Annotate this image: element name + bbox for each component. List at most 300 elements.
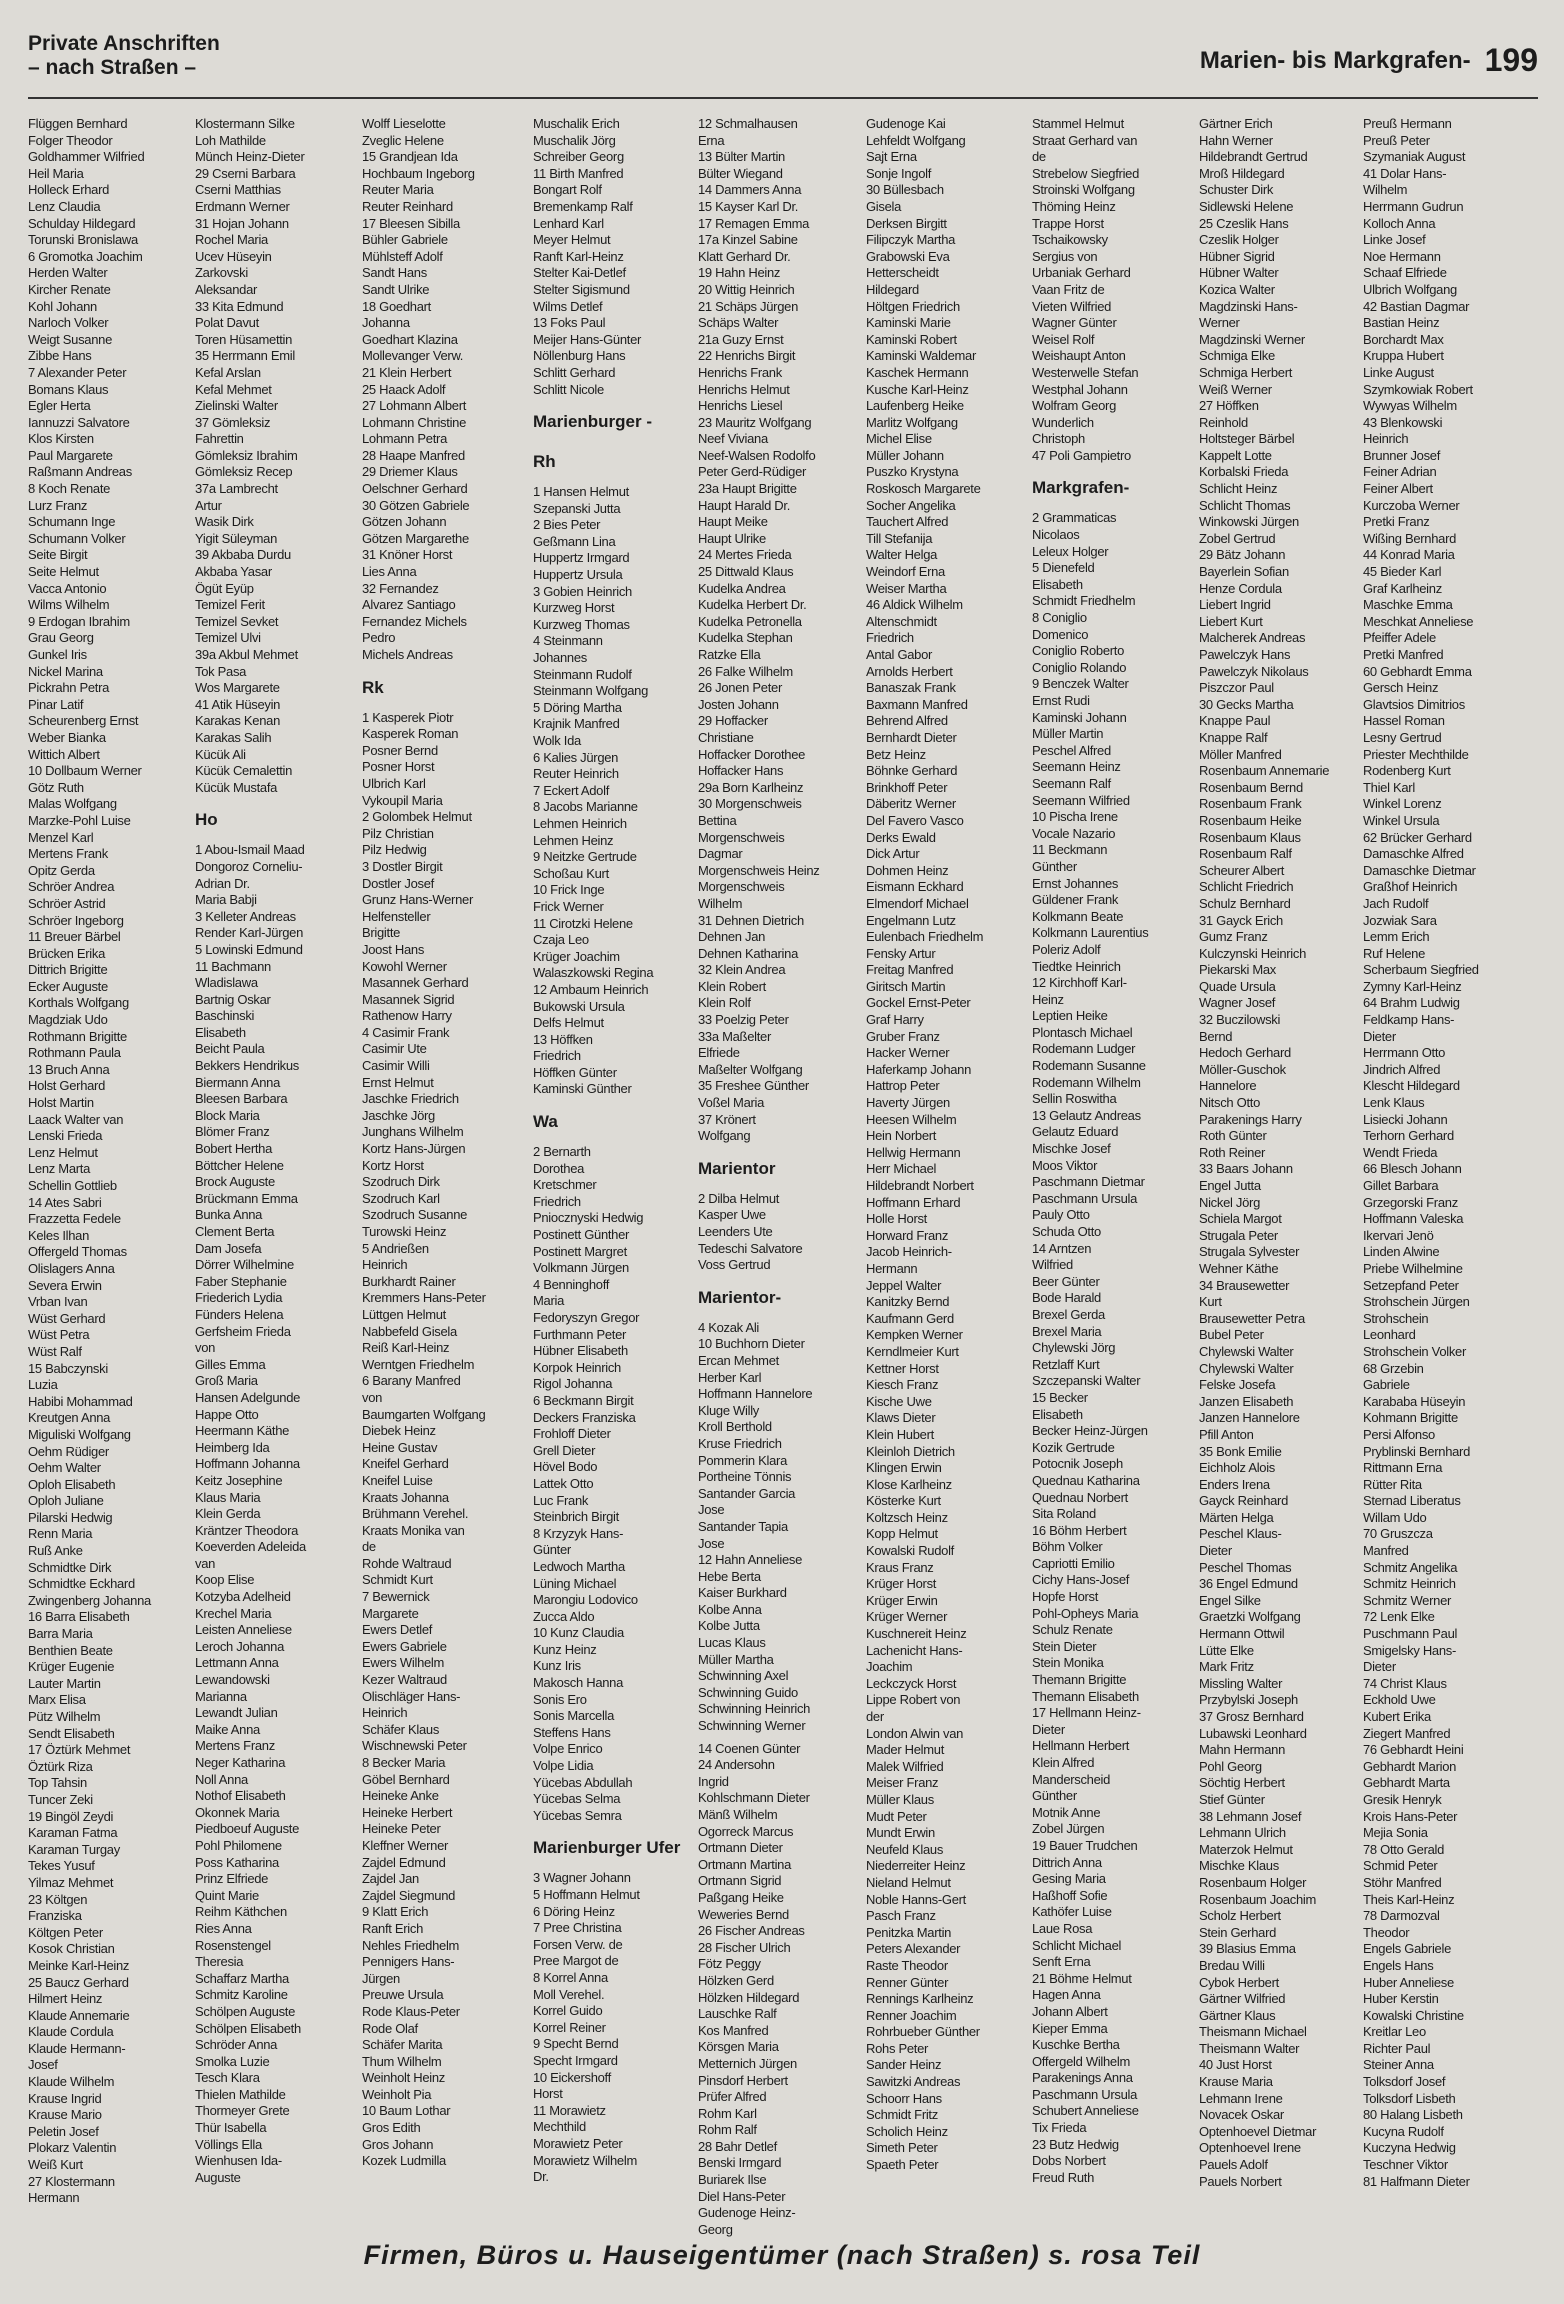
resident-entry: Linke Josef [1363,232,1426,248]
resident-entry: Betz Heinz [866,746,926,762]
resident-entry: Höltgen Friedrich [866,298,960,314]
resident-entry: 32 Fernandez [362,580,439,596]
resident-entry: 6 Beckmann Birgit [533,1392,634,1408]
resident-entry: Voss Gertrud [698,1257,771,1273]
resident-entry: Haverty Jürgen [866,1095,950,1111]
resident-entry: Ruß Anke [28,1543,83,1559]
resident-entry: Herber Karl [698,1369,762,1385]
resident-entry: Puszko Krystyna [866,464,959,480]
resident-entry: Kohl Johann [28,298,97,314]
resident-entry: Thum Wilhelm [362,2053,442,2069]
directory-column [1363,116,1521,2216]
resident-entry: Klescht Hildegard [1363,1078,1460,1094]
resident-entry: Graetzki Wolfgang [1199,1609,1301,1625]
resident-entry: Novacek Oskar [1199,2107,1284,2123]
resident-entry: Opitz Gerda [28,862,95,878]
resident-entry: Heineke Peter [362,1821,441,1837]
resident-entry: Bode Harald [1032,1290,1101,1306]
resident-entry: Ranft Erich [362,1920,424,1936]
resident-entry: Schmid Peter [1363,1858,1438,1874]
resident-entry: Marongiu Lodovico [533,1592,638,1608]
resident-entry: Malek Wilfried [866,1758,944,1774]
resident-entry: Wüst Gerhard [28,1310,106,1326]
resident-entry: Liebert Kurt [1199,613,1263,629]
resident-entry: Yücebas Semra [533,1807,622,1823]
resident-entry: Altenschmidt [866,613,937,629]
resident-entry: Karababa Hüseyin [1363,1393,1466,1409]
directory-column [533,116,691,2216]
resident-entry: Bettina [698,812,737,828]
resident-entry: Parakenings Harry [1199,1111,1302,1127]
resident-entry: Klein Hubert [866,1426,934,1442]
resident-entry: Jozwiak Sara [1363,912,1437,928]
resident-entry: 9 Klatt Erich [362,1904,429,1920]
spacer [533,398,691,404]
resident-entry: Christiane [698,729,754,745]
resident-entry: Strebelow Siegfried [1032,165,1140,181]
resident-entry: Maria [533,1293,565,1309]
resident-entry: 35 Bonk Emilie [1199,1443,1282,1459]
resident-entry: Pedro [362,630,396,646]
resident-entry: 33a Maßelter [698,1028,771,1044]
resident-entry: Neger Katharina [195,1755,286,1770]
resident-entry: Santander Tapia [698,1518,788,1534]
street-heading: Marientor [698,1158,776,1178]
resident-entry: Luc Frank [533,1492,589,1508]
resident-entry: Mudt Peter [866,1808,927,1824]
resident-entry: Linke August [1363,364,1434,380]
resident-entry: Scholich Heinz [866,2123,948,2139]
resident-entry: Rosenbaum Frank [1199,796,1302,812]
resident-entry: Strugala Sylvester [1199,1244,1300,1260]
resident-entry: Morawietz Wilhelm [533,2152,637,2168]
resident-entry: Körsgen Maria [698,2039,779,2055]
resident-entry: Leisten Anneliese [195,1622,292,1638]
resident-entry: Szodruch Susanne [362,1207,468,1223]
resident-entry: Öztürk Riza [28,1758,93,1774]
resident-entry: Sternad Liberatus [1363,1493,1461,1509]
resident-entry: Frohloff Dieter [533,1426,611,1442]
resident-entry: 25 Dittwald Klaus [698,564,794,580]
resident-entry: Helfensteller [362,908,431,924]
resident-entry: 23 Költgen [28,1891,88,1907]
resident-entry: 33 Poelzig Peter [698,1012,789,1028]
resident-entry: Faber Stephanie [195,1273,287,1289]
resident-entry: Schwinning Heinrich [698,1701,811,1717]
resident-entry: Kluge Willy [698,1402,759,1418]
resident-entry: Friedrich [866,630,914,646]
resident-entry: Rohm Karl [698,2105,757,2121]
resident-entry: Kiesch Franz [866,1377,939,1393]
resident-entry: Baumgarten Wolfgang [362,1406,486,1422]
resident-entry: Rohrbueber Günther [866,2024,980,2040]
resident-entry: Pohl Philomene [195,1837,282,1853]
resident-entry: Magdzinski Hans- [1199,298,1298,314]
resident-entry: Hetterscheidt [866,265,939,281]
resident-entry: Kneifel Luise [362,1472,433,1488]
resident-entry: Kudelka Herbert Dr. [698,597,807,613]
resident-entry: Postinett Margret [533,1243,627,1259]
resident-entry: 31 Knöner Horst [362,547,453,563]
resident-entry: Werntgen Friedhelm [362,1356,475,1372]
resident-entry: Holst Gerhard [28,1078,106,1094]
resident-entry: Möller-Guschok [1199,1061,1286,1077]
resident-entry: Dörrer Wilhelmine [195,1257,294,1273]
resident-entry: Auguste [195,2169,241,2185]
resident-entry: Noll Anna [195,1771,248,1787]
spacer [362,664,520,670]
resident-entry: 15 Babczynski [28,1360,108,1376]
resident-entry: Kurzweg Thomas [533,616,630,632]
resident-entry: Kasperek Roman [362,726,459,742]
resident-entry: Klaws Dieter [866,1410,936,1426]
resident-entry: 24 Mertes Frieda [698,547,792,563]
resident-entry: Hoffmann Erhard [866,1194,961,1210]
resident-entry: 16 Barra Elisabeth [28,1609,130,1625]
resident-entry: Yücebas Abdullah [533,1774,633,1790]
resident-entry: Wolfram Georg [1032,398,1116,414]
resident-entry: Kefal Arslan [195,364,261,380]
resident-entry: Bobert Hertha [195,1141,273,1157]
resident-entry: Szodruch Dirk [362,1174,440,1190]
resident-entry: Chylewski Walter [1199,1343,1294,1359]
resident-entry: Sawitzki Andreas [866,2074,961,2090]
resident-entry: Michel Elise [866,431,932,447]
resident-entry: Klatt Gerhard Dr. [698,248,791,264]
resident-entry: Graßhof Heinrich [1363,879,1458,895]
resident-entry: Maike Anna [195,1721,260,1737]
resident-entry: Noe Hermann [1363,248,1441,264]
resident-entry: Knappe Paul [1199,713,1271,729]
resident-entry: Plontasch Michael [1032,1024,1133,1040]
directory-column [1199,116,1357,2216]
resident-entry: Thiel Karl [1363,779,1415,795]
resident-entry: Hilmert Heinz [28,1991,103,2007]
resident-entry: Priebe Wilhelmine [1363,1260,1463,1276]
resident-entry: Oehm Rüdiger [28,1443,109,1459]
resident-entry: Lubawski Leonhard [1199,1725,1307,1741]
resident-entry: Günter [533,1542,571,1558]
resident-entry: Henrichs Helmut [698,381,790,397]
resident-entry: Theodor [1363,1924,1410,1940]
resident-entry: Themann Brigitte [1032,1672,1127,1688]
resident-entry: Zobel Gertrud [1199,530,1276,546]
resident-entry: Terhorn Gerhard [1363,1128,1454,1144]
resident-entry: Kohmann Brigitte [1363,1410,1458,1426]
resident-entry: Magdziak Udo [28,1012,108,1028]
resident-entry: 47 Poli Gampietro [1032,447,1131,463]
resident-entry: Goldhammer Wilfried [28,149,145,165]
resident-entry: Malcherek Andreas [1199,630,1306,646]
resident-entry: Kunz Heinz [533,1641,597,1657]
resident-entry: Wilhelm [1363,182,1408,198]
resident-entry: Grzegorski Franz [1363,1194,1458,1210]
resident-entry: Korrel Guido [533,2003,603,2019]
resident-entry: Scheurenberg Ernst [28,713,139,729]
resident-entry: Feldkamp Hans- [1363,1012,1455,1028]
resident-entry: Ernst Johannes [1032,875,1119,891]
resident-entry: Szymaniak August [1363,149,1466,165]
resident-entry: Schaffarz Martha [195,1970,289,1986]
resident-entry: Kefal Mehmet [195,381,272,397]
resident-entry: 12 Schmalhausen [698,116,798,131]
resident-entry: Mejia Sonia [1363,1825,1428,1841]
resident-entry: 12 Hahn Anneliese [698,1552,803,1568]
resident-entry: Rathenow Harry [362,1008,452,1024]
resident-entry: Ogorreck Marcus [698,1823,794,1839]
resident-entry: Jose [698,1502,725,1518]
resident-entry: Hopfe Horst [1032,1589,1099,1605]
resident-entry: Wißing Bernhard [1363,530,1457,546]
resident-entry: Schmidtke Dirk [28,1559,112,1575]
resident-entry: Baxmann Manfred [866,696,968,712]
resident-entry: Klaude Wilhelm [28,2074,115,2090]
resident-entry: Janzen Elisabeth [1199,1393,1294,1409]
spacer [533,1098,691,1104]
resident-entry: Lenz Helmut [28,1144,98,1160]
resident-entry: 10 Kunz Claudia [533,1625,624,1641]
resident-entry: Egler Herta [28,398,91,414]
resident-entry: Nickel Marina [28,663,103,679]
resident-entry: Fernandez Michels [362,613,467,629]
resident-entry: Meijer Hans-Günter [533,331,642,347]
resident-entry: Freitag Manfred [866,962,954,978]
resident-entry: 44 Konrad Maria [1363,547,1455,563]
resident-entry: Klaude Cordula [28,2024,114,2040]
resident-entry: Groß Maria [195,1373,258,1389]
resident-entry: Metternich Jürgen [698,2055,797,2071]
resident-entry: Narloch Volker [28,315,109,331]
resident-entry: Raßmann Andreas [28,464,132,480]
resident-entry: 12 Ambaum Heinrich [533,981,649,997]
resident-entry: Cserni Matthias [195,182,281,198]
resident-entry: Feiner Albert [1363,481,1433,497]
resident-entry: Oelschner Gerhard [362,481,468,497]
resident-entry: Pohl Georg [1199,1758,1262,1774]
resident-entry: Posner Horst [362,759,435,775]
resident-entry: Keitz Josephine [195,1472,283,1488]
resident-entry: Malas Wolfgang [28,796,117,812]
resident-entry: Linden Alwine [1363,1244,1440,1260]
resident-entry: Lenz Claudia [28,198,101,214]
resident-entry: Olislagers Anna [28,1260,115,1276]
resident-entry: 35 Freshee Günther [698,1078,809,1094]
resident-entry: Folger Theodor [28,132,113,148]
resident-entry: Gömleksiz Recep [195,464,293,480]
resident-entry: Zymny Karl-Heinz [1363,978,1462,994]
resident-entry: Däberitz Werner [866,796,956,812]
resident-entry: Hattrop Peter [866,1078,940,1094]
resident-entry: Schmiga Herbert [1199,364,1293,380]
resident-entry: Meiser Franz [866,1775,939,1791]
resident-entry: Hellmann Herbert [1032,1738,1130,1754]
resident-entry: Gisela [866,198,902,214]
resident-entry: Koltzsch Heinz [866,1509,948,1525]
resident-entry: Huber Kerstin [1363,1991,1439,2007]
resident-entry: 26 Falke Wilhelm [698,663,793,679]
resident-entry: 28 Fischer Ulrich [698,1939,791,1955]
resident-entry: Heinrich [362,1257,408,1273]
resident-entry: Kleinloh Dietrich [866,1443,955,1459]
resident-entry: Ernst Rudi [1032,693,1090,708]
resident-entry: 21 Schäps Jürgen [698,298,798,314]
resident-entry: Bekkers Hendrikus [195,1058,299,1074]
resident-entry: Vrban Ivan [28,1294,88,1310]
resident-entry: Schaaf Elfriede [1363,265,1447,281]
resident-entry: Klose Karlheinz [866,1476,952,1492]
resident-entry: 30 Morgenschweis [698,796,802,812]
resident-entry: Kolbe Jutta [698,1618,760,1634]
resident-entry: Reuter Reinhard [362,198,453,214]
resident-entry: Märten Helga [1199,1509,1274,1525]
resident-entry: Schwinning Guido [698,1684,798,1700]
resident-entry: Heermann Käthe [195,1423,290,1439]
resident-entry: Schumann Volker [28,530,126,546]
resident-entry: Kozik Gertrude [1032,1439,1115,1455]
resident-entry: Retzlaff Kurt [1032,1356,1100,1372]
resident-entry: Kurzweg Horst [533,600,615,616]
resident-entry: Vykoupil Maria [362,792,443,808]
resident-entry: Schmitz Karoline [195,1987,288,2003]
resident-entry: Kolloch Anna [1363,215,1436,231]
resident-entry: Seemann Ralf [1032,775,1111,791]
resident-entry: Kücük Cemalettin [195,763,293,779]
resident-entry: Lettmann Anna [195,1655,279,1671]
resident-entry: Marzke-Pohl Luise [28,812,131,828]
resident-entry: 29 Driemer Klaus [362,464,458,480]
resident-entry: Westphal Johann [1032,381,1128,397]
resident-entry: Ortmann Sigrid [698,1873,782,1889]
resident-entry: 39 Blasius Emma [1199,1941,1296,1957]
resident-entry: Smolka Luzie [195,2053,270,2069]
resident-entry: 76 Gebhardt Heini [1363,1742,1464,1758]
resident-entry: Teschner Viktor [1363,2157,1448,2173]
resident-entry: 37a Lambrecht [195,481,278,497]
resident-entry: Roth Günter [1199,1128,1267,1144]
resident-entry: Korthals Wolfgang [28,995,129,1011]
resident-entry: Schäfer Klaus [362,1721,440,1737]
resident-entry: Piedboeuf Auguste [195,1821,300,1837]
resident-entry: Zajdel Jan [362,1871,419,1887]
resident-entry: Tedeschi Salvatore [698,1240,803,1256]
resident-entry: Steiner Anna [1363,2057,1434,2073]
resident-entry: Kräntzer Theodora [195,1522,299,1538]
resident-entry: 11 Cirotzki Helene [533,915,633,931]
resident-entry: Kowohl Werner [362,958,447,974]
resident-entry: Morgenschweis Heinz [698,862,820,878]
resident-entry: Klos Kirsten [28,431,94,447]
resident-entry: Rohde Waltraud [362,1555,452,1571]
resident-entry: Gudenoge Heinz- [698,2205,796,2221]
resident-entry: 78 Darmozval [1363,1908,1440,1924]
resident-entry: Sonis Ero [533,1691,587,1707]
resident-entry: Kruppa Hubert [1363,348,1444,364]
resident-entry: Zucca Aldo [533,1608,595,1624]
resident-entry: Lurz Franz [28,497,88,513]
resident-entry: Krüger Horst [866,1576,937,1592]
resident-entry: Turowski Heinz [362,1224,447,1239]
resident-entry: Leenders Ute [698,1224,773,1239]
resident-entry: Brexel Maria [1032,1323,1102,1339]
resident-entry: 11 Breuer Bärbel [28,929,121,945]
resident-entry: 33 Kita Edmund [195,298,284,314]
resident-entry: Pauels Norbert [1199,2173,1282,2189]
resident-entry: Winkel Lorenz [1363,796,1442,812]
resident-entry: Schröder Anna [195,2037,278,2053]
resident-entry: Michels Andreas [362,647,453,662]
resident-entry: 23 Mauritz Wolfgang [698,414,812,430]
resident-entry: Arnolds Herbert [866,663,953,679]
resident-entry: Sandt Ulrike [362,281,430,297]
resident-entry: Wienhusen Ida- [195,2153,282,2169]
resident-entry: Fahrettin [195,431,244,447]
resident-entry: Kaminski Johann [1032,709,1127,725]
resident-entry: Hölzken Hildegard [698,1989,800,2005]
resident-entry: Weiß Kurt [28,2157,83,2173]
resident-entry: 5 Andrießen [362,1240,429,1256]
resident-entry: Pilz Christian [362,825,434,841]
resident-entry: Gunkel Iris [28,647,87,662]
resident-entry: der [866,1709,884,1724]
resident-entry: 33 Baars Johann [1199,1161,1293,1177]
resident-entry: Raste Theodor [866,1957,948,1973]
resident-entry: 15 Kayser Karl Dr. [698,198,799,214]
resident-entry: Hildegard [866,281,919,297]
resident-entry: Czaja Leo [533,932,589,948]
resident-entry: Buriarek Ilse [698,2172,767,2188]
resident-entry: Pennigers Hans- [362,1954,455,1970]
resident-entry: Ulbrich Wolfgang [1363,281,1457,297]
resident-entry: Lattek Otto [533,1475,594,1491]
resident-entry: Szepanski Jutta [533,500,621,516]
resident-entry: Manderscheid [1032,1771,1111,1787]
resident-entry: Filipczyk Martha [866,232,956,248]
resident-entry: Szodruch Karl [362,1190,440,1206]
resident-entry: Richter Paul [1363,2040,1431,2056]
resident-entry: Sendt Elisabeth [28,1725,115,1741]
resident-entry: Kettner Horst [866,1360,939,1376]
resident-entry: Przybylski Joseph [1199,1692,1298,1708]
resident-entry: Meyer Helmut [533,232,611,248]
resident-entry: Stöhr Manfred [1363,1874,1442,1890]
resident-entry: Benthien Beate [28,1642,113,1658]
resident-entry: Böttcher Helene [195,1157,284,1173]
resident-entry: Kurt [1199,1294,1222,1310]
resident-entry: Oehm Walter [28,1460,101,1476]
resident-entry: Kneifel Gerhard [362,1456,449,1472]
resident-entry: Severa Erwin [28,1277,102,1293]
resident-entry: Renner Joachim [866,2007,957,2023]
resident-entry: Kücük Ali [195,746,246,762]
resident-entry: Sita Roland [1032,1506,1096,1522]
resident-entry: Preuß Hermann [1363,116,1452,131]
resident-entry: Potocnik Joseph [1032,1456,1123,1472]
resident-entry: Wolk Ida [533,733,581,748]
resident-entry: 9 Neitzke Gertrude [533,849,637,865]
resident-entry: 7 Alexander Peter [28,364,127,380]
resident-entry: Mollevanger Verw. [362,348,464,364]
resident-entry: Brinkhoff Peter [866,779,948,795]
resident-entry: Huppertz Irmgard [533,550,630,566]
resident-entry: Pawelczyk Nikolaus [1199,663,1309,679]
resident-entry: Mänß Wilhelm [698,1807,778,1822]
resident-entry: 68 Grzebin [1363,1360,1424,1376]
resident-entry: Holleck Erhard [28,182,110,198]
resident-entry: Dobs Norbert [1032,2153,1106,2169]
resident-entry: Feiner Adrian [1363,464,1437,480]
resident-entry: Mark Fritz [1199,1659,1254,1675]
resident-entry: Czeslik Holger [1199,232,1279,248]
